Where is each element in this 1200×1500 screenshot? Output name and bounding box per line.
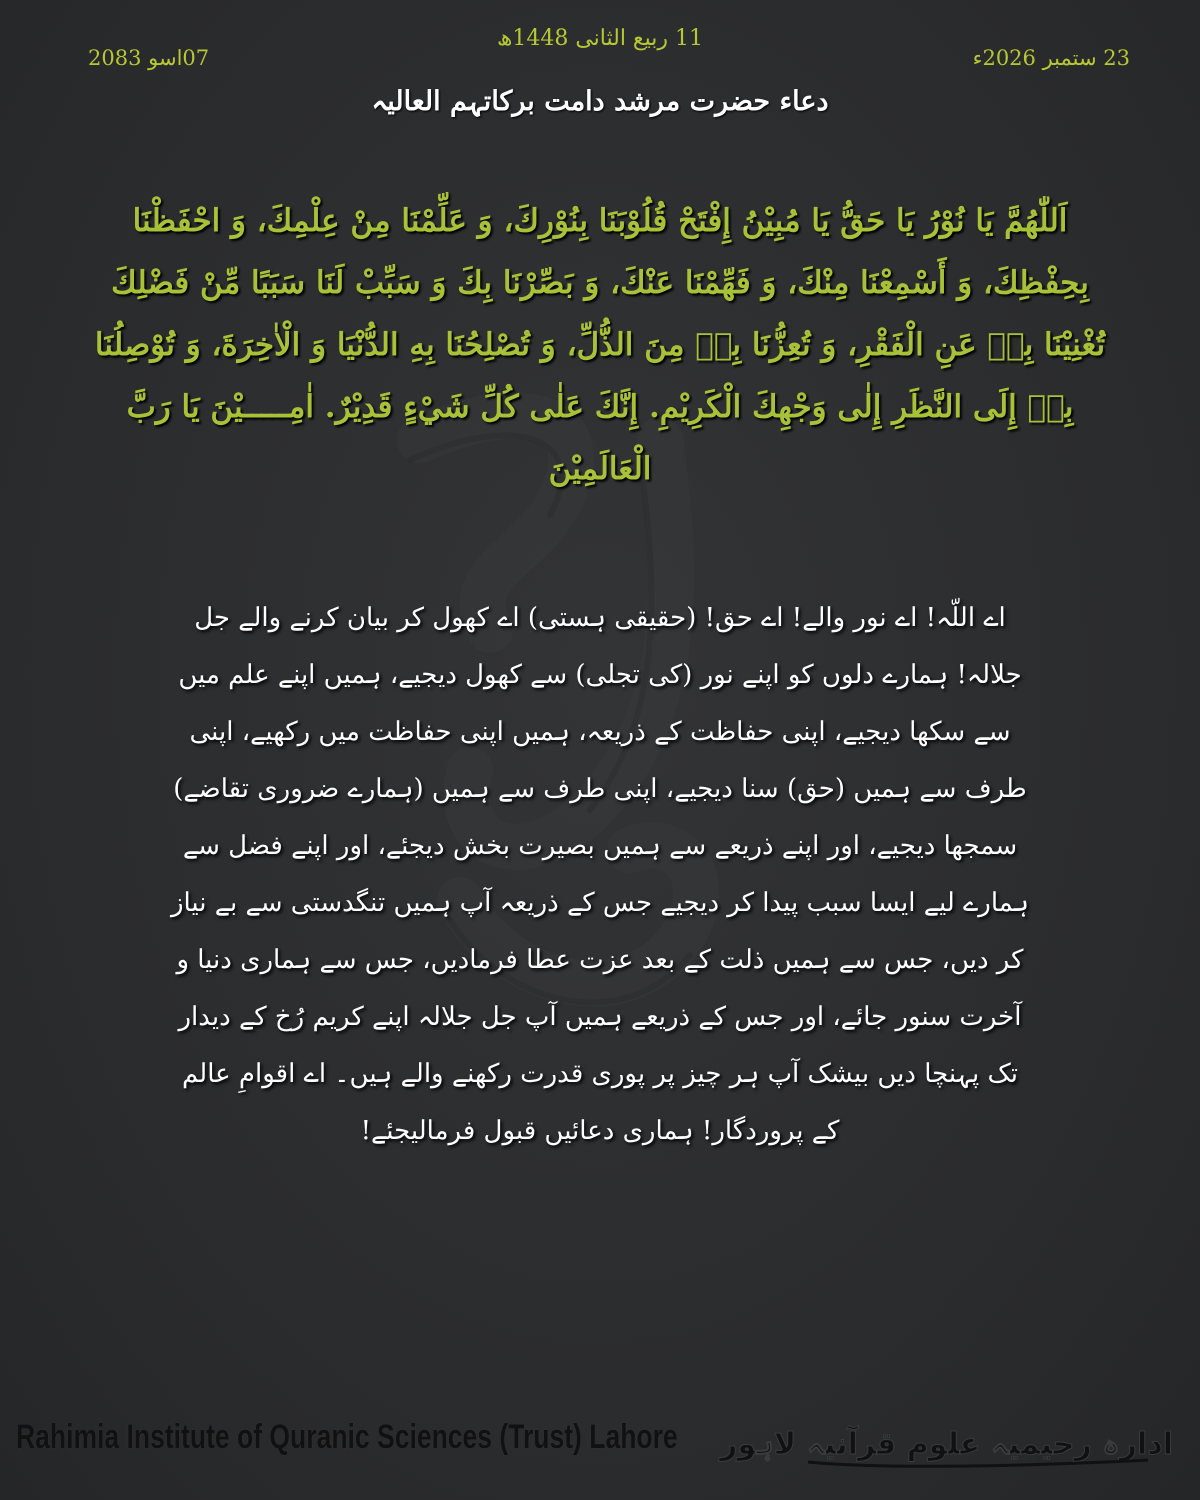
gregorian-date: 23 ستمبر 2026ء <box>972 46 1130 70</box>
hijri-date: 11 ربیع الثانی 1448ھ <box>496 26 704 51</box>
footer <box>0 1410 1200 1480</box>
institute-name-english: Rahimia Institute of Quranic Sciences (Trust) Lahore <box>16 1418 678 1456</box>
dua-title: دعاء حضرت مرشد دامت برکاتہم العالیہ <box>371 86 829 117</box>
institute-name-urdu: ادارہ رحیمیہ علوم قرآنیہ لاہور <box>720 1427 1173 1462</box>
desi-date: 07اسو 2083 <box>88 46 210 70</box>
arabic-dua-text: اَللّٰهُمَّ يَا نُوْرُ يَا حَقُّ يَا مُبِيْنُ إِفْتَحْ قُلُوْبَنَا بِنُوْرِكَ، وَ عَلِّمْنَا مِنْ عِلْمِكَ، وَ احْفَظْنَا بِحِفْظِكَ، وَ أَسْمِعْنَا مِنْكَ، وَ فَهِّمْنَا عَنْكَ، وَ بَصِّرْنَا بِكَ وَ سَبِّبْ لَنَا سَبَبًا مِّنْ فَضْلِكَ تُغْنِيْنَا بِهٖ عَنِ الْفَقْرِ، وَ تُعِزُّنَا بِهٖ مِنَ الذُّلِّ، وَ تُصْلِحُنَا بِهِ الدُّنْيَا وَ الْاٰخِرَةَ، وَ تُوْصِلُنَا بِهٖ إِلَى النَّظَرِ إِلٰى وَجْهِكَ الْكَرِيْمِ. إِنَّكَ عَلٰى كُلِّ شَيْءٍ قَدِيْرٌ. اٰمِـــــيْنَ يَا رَبَّ الْعَالَمِيْنَ <box>94 203 1106 487</box>
urdu-translation-text: اے اللّہ! اے نور والے! اے حق! (حقیقی ہستی) اے کھول کر بیان کرنے والے جل جلالہ! ہمارے دلوں کو اپنے نور (کی تجلی) سے کھول دیجیے، ہمیں اپنے علم میں سے سکھا دیجیے، اپنی حفاظت کے ذریعہ، ہمیں اپنی حفاظت میں رکھیے، اپنی طرف سے ہمیں (حق) سنا دیجیے، اپنی طرف سے ہمیں (ہمارے ضروری تقاضے) سمجھا دیجیے، اور اپنے ذریعے سے ہمیں بصیرت بخش دیجئے، اور اپنے فضل سے ہمارے لیے ایسا سبب پیدا کر دیجیے جس کے ذریعہ آپ ہمیں تنگدستی سے بے نیاز کر دیں، جس سے ہمیں ذلت کے بعد عزت عطا فرمادیں، جس سے ہماری دنیا و آخرت سنور جائے، اور جس کے ذریعے ہمیں آپ جل جلالہ اپنے کریم رُخ کے دیدار تک پہنچا دیں بیشک آپ ہر چیز پر پوری قدرت رکھنے والے ہیں۔ اے اقوامِ عالم کے پروردگار! ہماری دعائیں قبول فرمالیجئے! <box>170 603 1030 1146</box>
institute-logo-urdu-calligraphy <box>720 1410 1178 1474</box>
